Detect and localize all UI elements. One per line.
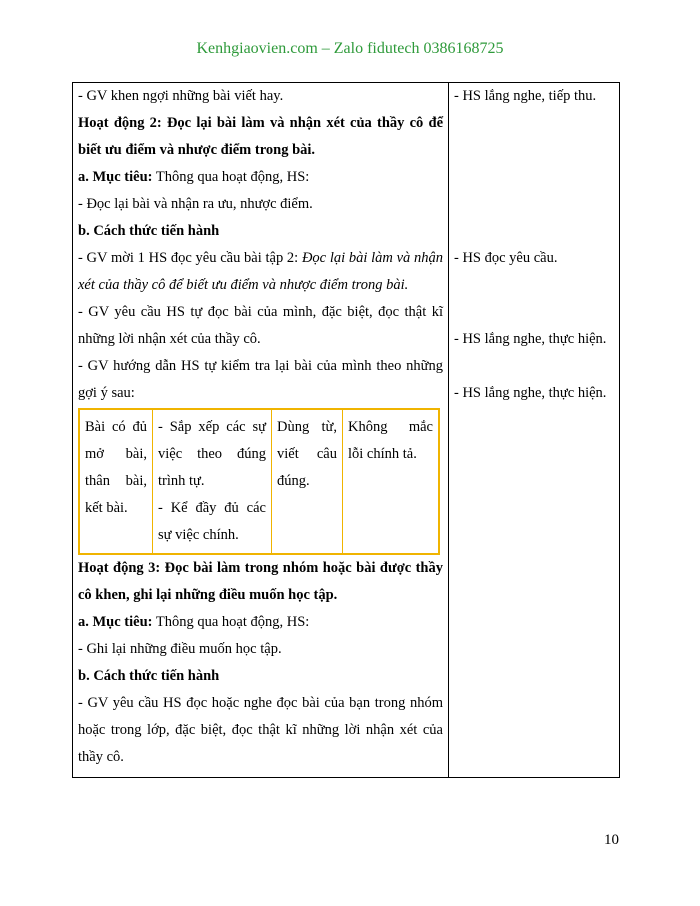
checklist-cell-wording: Dùng từ, viết câu đúng.: [272, 409, 343, 554]
gv-instruction-2: - GV yêu cầu HS tự đọc bài của mình, đặc biệt, đọc thật kĩ những lời nhận xét của thầy cô.: [78, 304, 443, 347]
activity-3-title: Hoạt động 3: Đọc bài làm trong nhóm hoặc bài được thầy cô khen, ghi lại những điều muốn học tập.: [78, 560, 443, 603]
student-response: - HS lắng nghe, thực hiện.: [454, 331, 607, 347]
gv-instruction-4: - GV yêu cầu HS đọc hoặc nghe đọc bài của bạn trong nhóm hoặc trong lớp, đặc biệt, đọc thật kĩ những lời nhận xét của thầy cô.: [78, 695, 443, 765]
page-header: Kenhgiaovien.com – Zalo fidutech 0386168725: [196, 40, 504, 57]
text-line: - GV khen ngợi những bài viết hay.: [78, 88, 284, 104]
student-column: [449, 83, 620, 778]
checklist-table: [78, 408, 440, 555]
gv-instruction-3: - GV hướng dẫn HS tự kiểm tra lại bài của mình theo những gợi ý sau:: [78, 358, 443, 401]
student-response: - HS lắng nghe, tiếp thu.: [454, 88, 597, 104]
checklist-cell-structure: Bài có đủ mở bài, thân bài, kết bài.: [79, 409, 153, 554]
student-response: - HS lắng nghe, thực hiện.: [454, 385, 607, 401]
checklist-sequence-item: - Kể đầy đủ các sự việc chính.: [158, 500, 266, 543]
activity-2-title: Hoạt động 2: Đọc lại bài làm và nhận xét của thầy cô để biết ưu điểm và nhược điểm trong bài.: [78, 115, 443, 158]
objective-label: a. Mục tiêu:: [78, 614, 153, 630]
page-number: 10: [604, 832, 619, 848]
objective-label: a. Mục tiêu:: [78, 169, 153, 185]
objective-line: [78, 164, 443, 191]
gv-instruction-1: [78, 245, 443, 299]
objective-item: - Đọc lại bài và nhận ra ưu, nhược điểm.: [78, 196, 313, 212]
checklist-cell-spelling: Không mắc lỗi chính tả.: [343, 409, 440, 554]
student-response: - HS đọc yêu cầu.: [454, 250, 558, 266]
teacher-column: [73, 83, 449, 778]
objective-item: - Ghi lại những điều muốn học tập.: [78, 641, 282, 657]
gv-instruction-1-prefix: - GV mời 1 HS đọc yêu cầu bài tập 2:: [78, 250, 302, 266]
gv-instruction-1-quote: Đọc lại bài làm và nhận xét của thầy cô để biết ưu điểm và nhược điểm trong bài.: [78, 250, 443, 293]
objective-line: [78, 609, 443, 636]
method-label: b. Cách thức tiến hành: [78, 223, 220, 239]
lesson-table: [72, 82, 620, 778]
checklist-cell-sequence: [153, 409, 272, 554]
objective-text: Thông qua hoạt động, HS:: [152, 614, 310, 630]
objective-text: Thông qua hoạt động, HS:: [152, 169, 310, 185]
method-label: b. Cách thức tiến hành: [78, 668, 220, 684]
checklist-sequence-item: - Sắp xếp các sự việc theo đúng trình tự.: [158, 419, 266, 489]
